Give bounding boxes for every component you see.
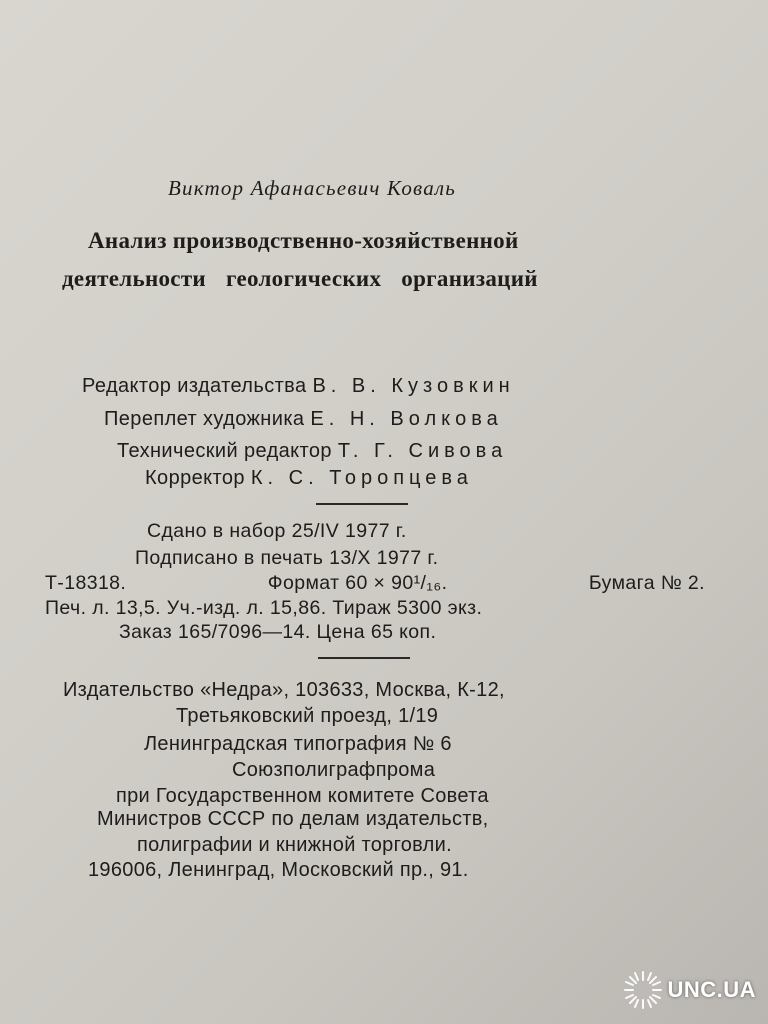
author-name: Виктор Афанасьевич Коваль [168,176,457,200]
credit-proofreader [145,465,473,491]
printer-address: 196006, Ленинград, Московский пр., 91. [88,859,469,881]
printer-name: Ленинградская типография № 6 [144,733,452,755]
imprint-print-date: Подписано в печать 13/X 1977 г. [135,547,439,569]
credit-name: Е. Н. Волкова [310,408,503,430]
imprint-code: Т-18318. [45,572,127,594]
imprint-typeset-date: Сдано в набор 25/IV 1977 г. [147,520,407,542]
divider-rule [318,657,410,659]
publisher-street: Третьяковский проезд, 1/19 [176,705,439,727]
publisher-address: Издательство «Недра», 103633, Москва, К-12, [63,679,505,701]
printer-committee-line-2: Министров СССР по делам издательств, [97,808,489,830]
credit-technical-editor [117,438,507,464]
imprint-sheets-circulation: Печ. л. 13,5. Уч.-изд. л. 15,86. Тираж 5300 экз. [45,597,483,619]
imprint-order-price: Заказ 165/7096—14. Цена 65 коп. [119,621,437,643]
book-title-line-2: деятельности геологических организаций [62,266,538,291]
printer-parent: Союзполиграфпрома [232,759,436,781]
credit-name: Т. Г. Сивова [337,440,508,462]
imprint-format: Формат 60 × 90¹/₁₆. [267,572,448,594]
watermark-text: UNC.UA [667,977,756,1002]
credit-name: В. В. Кузовкин [312,375,515,397]
printer-committee-line-3: полиграфии и книжной торговли. [137,834,452,856]
imprint-format-line [45,570,705,596]
credit-role: Редактор издательства [82,375,307,397]
credit-role: Переплет художника [104,408,305,430]
credit-binding-artist [104,406,503,432]
credit-role: Корректор [145,467,245,489]
credit-editor [82,373,515,399]
book-title-line-1: Анализ производственно-хозяйственной [88,228,519,253]
credit-name: К. С. Торопцева [250,467,473,489]
sunburst-icon [623,970,663,1010]
imprint-paper: Бумага № 2. [588,572,705,594]
printer-committee-line-1: при Государственном комитете Совета [116,785,489,807]
credit-role: Технический редактор [117,440,332,462]
divider-rule [316,503,408,505]
site-watermark [623,970,756,1010]
